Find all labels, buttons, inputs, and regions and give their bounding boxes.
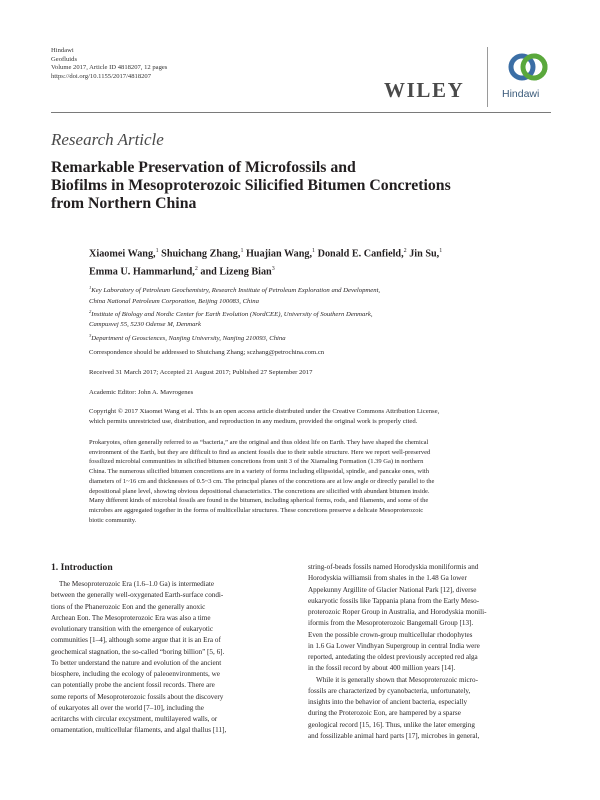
body-text-line: in 1.6 Ga Lower Vindhyan Supergroup in central India were	[308, 641, 480, 650]
hindawi-logo-text: Hindawi	[502, 88, 540, 100]
affiliation-ref: 1	[240, 248, 244, 254]
abstract-line: China. The numerous silicified bitumen concretions are in a variety of forms including ellipsoidal, spindle, and pancake ones, with	[89, 468, 429, 476]
body-text-line: communities [1–4], although some argue that it is an Era of	[51, 636, 221, 645]
body-text-line: geological record [15, 16]. Thus, unlike the later emerging	[308, 720, 475, 729]
author-name[interactable]: Donald E. Canfield,	[317, 248, 404, 260]
author-line	[89, 244, 559, 262]
author-name[interactable]: Xiaomei Wang,	[89, 248, 156, 260]
body-text-line: of eukaryotes all over the world [7–10], including the	[51, 703, 204, 712]
author-name[interactable]: Shuichang Zhang,	[161, 248, 241, 260]
author-list	[89, 244, 559, 280]
affiliation-line: $^2$Institute of Biology and Nordic Center for Earth Evolution (NordCEE), University of Southern Denmark,	[89, 308, 373, 319]
logo-divider	[487, 47, 488, 107]
abstract-line: depositional plane level, showing obvious depositional characteristics. The concretions are silicified with abundant bitumen inside.	[89, 487, 430, 495]
body-text-line: eukaryotic fossils like Tappania plana from the Early Meso-	[308, 596, 480, 605]
body-text-line: in the fossil record by about 400 million years [14].	[308, 664, 456, 673]
article-meta	[51, 47, 167, 81]
copyright-line: which permits unrestricted use, distribution, and reproduction in any medium, provided the original work is properly cited.	[89, 417, 418, 425]
body-text-line: reported, antedating the oldest previously accepted red alga	[308, 653, 478, 661]
hindawi-logo-icon	[505, 47, 551, 87]
affiliation-ref: 1	[155, 248, 159, 254]
author-line	[89, 262, 559, 280]
body-text-line: While it is generally shown that Mesoproterozoic micro-	[316, 675, 479, 684]
affiliation-ref: 2	[403, 248, 407, 254]
doi-link[interactable]: https://doi.org/10.1155/2017/4818207	[51, 72, 152, 80]
affiliation-line: Campusvej 55, 5230 Odense M, Denmark	[89, 321, 201, 329]
abstract-line: diameters of 1~16 cm and thicknesses of 0.5~3 cm. The principal planes of the concretions are at low angle or directly parallel to the	[89, 477, 435, 485]
body-text-line: evolutionary transition with the emergence of eukaryotic	[51, 625, 214, 633]
affiliation-ref: 1	[439, 248, 443, 254]
copyright-line: Copyright © 2017 Xiaomei Wang et al. This is an open access article distributed under the Creative Commons Attribution License,	[89, 408, 440, 415]
abstract-line: Prokaryotes, often generally referred to as “bacteria,” are the original and thus oldest life on Earth. They have shaped the chemical	[89, 439, 429, 446]
body-text-line: acritarchs with circular excystment, multilayered walls, or	[51, 715, 218, 723]
abstract-line: environment of the Earth, but they are difficult to find as ancient fossils due to their subtle structure. Here we report well-preserved	[89, 448, 431, 456]
body-text-line: Even the possible crown-group multicellular rhodophytes	[308, 630, 473, 639]
body-column-left	[51, 579, 295, 737]
abstract	[89, 438, 559, 525]
body-text-line: Horodyskia williamsii from shales in the 1.48 Ga lower	[308, 574, 467, 583]
affiliation-ref: 1	[312, 248, 316, 254]
body-text-line: iformis from the Mesoproterozoic Bangemall Group [13].	[308, 619, 474, 628]
article-dates: Received 31 March 2017; Accepted 21 August 2017; Published 27 September 2017	[89, 369, 313, 376]
author-name[interactable]: Emma U. Hammarlund,	[89, 266, 195, 278]
affiliation-ref: 3	[271, 265, 275, 272]
author-name[interactable]: Huajian Wang,	[245, 248, 313, 260]
wiley-logo: WILEY	[384, 78, 465, 102]
academic-editor: Academic Editor: John A. Mavrogenes	[89, 389, 194, 396]
affiliation-ref: 2	[194, 265, 198, 272]
volume-info: Volume 2017, Article ID 4818207, 12 pages	[51, 64, 168, 72]
body-text-line: between the generally well-oxygenated Earth-surface condi-	[51, 591, 224, 600]
correspondence: Correspondence should be addressed to Shuichang Zhang; sczhang@petrochina.com.cn	[89, 349, 325, 356]
author-name[interactable]: and Lizeng Bian	[200, 266, 272, 278]
affiliation-line: $^1$Key Laboratory of Petroleum Geochemistry, Research Institute of Petroleum Exploration and Development,	[89, 285, 381, 295]
affiliation-line: China National Petroleum Corporation, Beijing 100083, China	[89, 297, 259, 305]
article-type: Research Article	[51, 130, 164, 149]
body-text-line: some reports of Mesoproterozoic fossils about the discovery	[51, 692, 224, 701]
body-text-line: geochemical stagnation, the so-called “boring billion” [5, 6].	[51, 647, 225, 656]
body-text-line: Appekunny Argillite of Glacier National Park [12], diverse	[308, 585, 477, 594]
body-text-line: biosphere, including the ecology of paleoenvironments, we	[51, 670, 220, 678]
journal-name: Geofluids	[51, 55, 78, 63]
body-column-right	[308, 562, 552, 742]
article-title	[51, 159, 471, 213]
abstract-line: Many different kinds of microbial fossils are found in the bitumen, including spherical forms, rods, and filaments, and some of the	[89, 497, 429, 505]
section-heading: 1. Introduction	[51, 562, 113, 573]
abstract-line: fossilized microbial communities in silicified bitumen concretions from unit 3 of the Xiamaling Formation (1.39 Ga) in northern	[89, 458, 424, 466]
body-text-line: string-of-beads fossils named Horodyskia moniliformis and	[308, 563, 479, 571]
body-text-line: can potentially probe the ancient fossil records. There are	[51, 681, 215, 690]
title-line: Biofilms in Mesoproterozoic Silicified Bitumen Concretions	[51, 177, 451, 194]
author-name[interactable]: Jin Su,	[409, 248, 440, 260]
affiliations	[89, 283, 559, 344]
title-line: from Northern China	[51, 195, 197, 212]
copyright-notice	[89, 407, 559, 426]
body-text-line: fossils are characterized by cyanobacteria, unfortunately,	[308, 686, 471, 695]
body-text-line: ornamentation, multicellular filaments, and algal thallus [11],	[51, 726, 227, 735]
body-text-line: insights into the behavior of ancient bacteria, especially	[308, 698, 468, 706]
body-text-line: proterozoic Roper Group in Australia, and Horodyskia monili-	[308, 608, 487, 616]
body-text-line: during the Proterozoic Eon, are hampered by a sparse	[308, 709, 461, 718]
body-text-line: The Mesoproterozoic Era (1.6–1.0 Ga) is intermediate	[59, 580, 215, 588]
body-text-line: and fossilizable animal hard parts [17], microbes in general,	[308, 731, 480, 740]
body-text-line: To better understand the nature and evolution of the ancient	[51, 658, 222, 667]
title-line: Remarkable Preservation of Microfossils and	[51, 159, 356, 176]
body-text-line: tions of the Phanerozoic Eon and the generally anoxic	[51, 602, 206, 611]
abstract-line: microbes are aggregated together in the forms of multicellular structures. These concretions preserve a delicate Mesoproterozoic	[89, 506, 424, 514]
abstract-line: biotic community.	[89, 516, 137, 524]
header-rule	[51, 112, 551, 113]
publisher-name: Hindawi	[51, 47, 74, 54]
affiliation-line: $^3$Department of Geosciences, Nanjing University, Nanjing 210093, China	[89, 332, 286, 342]
body-text-line: Archean Eon. The Mesoproterozoic Era was also a time	[51, 613, 211, 622]
